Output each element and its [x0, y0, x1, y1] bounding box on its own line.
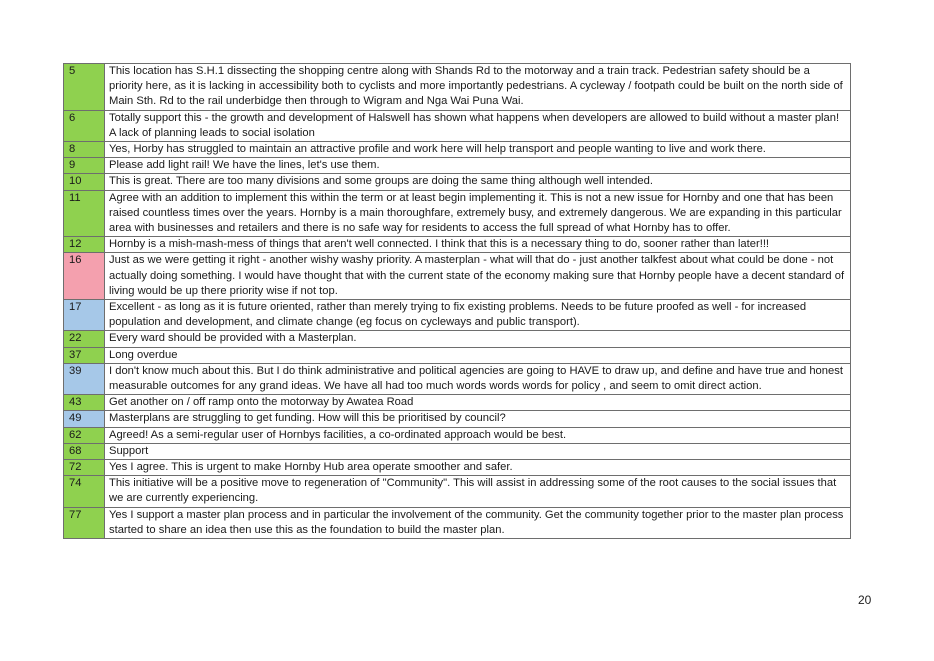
submission-id-cell: 49 — [64, 411, 105, 427]
submission-id-cell: 17 — [64, 300, 105, 331]
feedback-table-body — [64, 64, 851, 539]
table-row — [64, 411, 851, 427]
table-row — [64, 237, 851, 253]
comment-text-cell: Just as we were getting it right - another wishy washy priority. A masterplan - what will that do - just another talkfest about what could be done - not actually doing something. I would have thought that with the current state of the economy making sure that Hornby people have a decent standard of living would be up there priority wise if not top. — [105, 253, 851, 300]
table-row — [64, 64, 851, 111]
submission-id-cell: 10 — [64, 174, 105, 190]
page-number: 20 — [858, 593, 872, 607]
table-row — [64, 158, 851, 174]
submission-id-cell: 8 — [64, 142, 105, 158]
comment-text-cell: Get another on / off ramp onto the motorway by Awatea Road — [105, 395, 851, 411]
table-row — [64, 507, 851, 538]
comment-text-cell: Yes, Horby has struggled to maintain an attractive profile and work here will help transport and people wanting to live and work there. — [105, 142, 851, 158]
table-row — [64, 253, 851, 300]
feedback-table — [63, 63, 851, 539]
table-row — [64, 142, 851, 158]
comment-text-cell: Agreed! As a semi-regular user of Hornbys facilities, a co-ordinated approach would be best. — [105, 427, 851, 443]
table-row — [64, 427, 851, 443]
table-row — [64, 460, 851, 476]
comment-text-cell: Support — [105, 443, 851, 459]
comment-text-cell: This location has S.H.1 dissecting the shopping centre along with Shands Rd to the motorway and a train track. Pedestrian safety should be a priority here, as it is lacking in accessibility both to cyclists and more importantly pedestrians. A cycleway / footpath could be built on the north side of Main Sth. Rd to the rail underbidge then through to Wigram and Nga Wai Puna Wai. — [105, 64, 851, 111]
comment-text-cell: This initiative will be a positive move to regeneration of "Community". This will assist in addressing some of the root causes to the social issues that we are currently experiencing. — [105, 476, 851, 507]
comment-text-cell: I don't know much about this. But I do think administrative and political agencies are going to HAVE to draw up, and define and have true and honest measurable outcomes for any grand ideas. We have all had too much words words words for policy , and seem to omit direct action. — [105, 363, 851, 394]
submission-id-cell: 12 — [64, 237, 105, 253]
comment-text-cell: Please add light rail! We have the lines, let's use them. — [105, 158, 851, 174]
table-row — [64, 395, 851, 411]
table-row — [64, 363, 851, 394]
submission-id-cell: 5 — [64, 64, 105, 111]
table-row — [64, 174, 851, 190]
submission-id-cell: 11 — [64, 190, 105, 237]
comment-text-cell: Hornby is a mish-mash-mess of things that aren't well connected. I think that this is a necessary thing to do, sooner rather than later!!! — [105, 237, 851, 253]
submission-id-cell: 16 — [64, 253, 105, 300]
comment-text-cell: Masterplans are struggling to get funding. How will this be prioritised by council? — [105, 411, 851, 427]
table-row — [64, 331, 851, 347]
comment-text-cell: Long overdue — [105, 347, 851, 363]
table-row — [64, 190, 851, 237]
submission-id-cell: 72 — [64, 460, 105, 476]
comment-text-cell: Agree with an addition to implement this within the term or at least begin implementing it. This is not a new issue for Hornby and one that has been raised countless times over the years. Hornby is a main thoroughfare, extremely busy, and extremely dangerous. We are expanding in this particular area with businesses and retailers and there is no safe way for residents to access the full spread of what Hornby has to offer. — [105, 190, 851, 237]
comment-text-cell: Yes I agree. This is urgent to make Hornby Hub area operate smoother and safer. — [105, 460, 851, 476]
table-row — [64, 300, 851, 331]
comment-text-cell: Yes I support a master plan process and in particular the involvement of the community. Get the community together prior to the master plan process started to share an idea then use this as the foundation to build the master plan. — [105, 507, 851, 538]
submission-id-cell: 6 — [64, 110, 105, 141]
submission-id-cell: 43 — [64, 395, 105, 411]
submission-id-cell: 37 — [64, 347, 105, 363]
comment-text-cell: Totally support this - the growth and development of Halswell has shown what happens when developers are allowed to build without a master plan! A lack of planning leads to social isolation — [105, 110, 851, 141]
submission-id-cell: 22 — [64, 331, 105, 347]
table-row — [64, 347, 851, 363]
submission-id-cell: 62 — [64, 427, 105, 443]
table-row — [64, 443, 851, 459]
comment-text-cell: Every ward should be provided with a Masterplan. — [105, 331, 851, 347]
submission-id-cell: 68 — [64, 443, 105, 459]
comment-text-cell: This is great. There are too many divisions and some groups are doing the same thing although well intended. — [105, 174, 851, 190]
table-row — [64, 476, 851, 507]
submission-id-cell: 9 — [64, 158, 105, 174]
submission-id-cell: 77 — [64, 507, 105, 538]
comment-text-cell: Excellent - as long as it is future oriented, rather than merely trying to fix existing problems. Needs to be future proofed as well - for increased population and development, and climate change (eg focus on cycleways and public transport). — [105, 300, 851, 331]
submission-id-cell: 74 — [64, 476, 105, 507]
table-row — [64, 110, 851, 141]
submission-id-cell: 39 — [64, 363, 105, 394]
